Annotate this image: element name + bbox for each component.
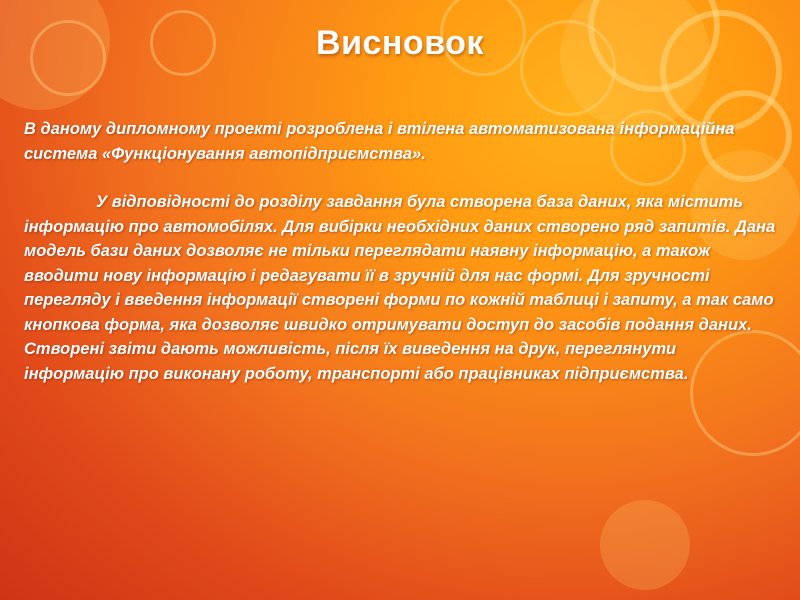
paragraph-gap: [24, 166, 776, 190]
slide-body: [24, 117, 776, 386]
paragraph-main-text: У відповідності до розділу завдання була створена база даних, яка містить інформацію про автомобілях. Для вибірки необхідних даних створено ряд запитів. Дана модель бази даних дозволяє не тільки переглядати наявну інформацію, а також вводити нову інформацію і редагувати її в зручній для нас формі. Для зручності перегляду і введення інформації створені форми по кожній таблиці і запиту, а так само кнопкова форма, яка дозволяє швидко отримувати доступ до засобів подання даних. Створені звіти дають можливість, після їх виведення на друк, переглянути інформацію про виконану роботу, транспорті або працівниках підприємства.: [24, 193, 776, 383]
slide-title: Висновок: [316, 24, 484, 62]
paragraph-main: [24, 190, 776, 386]
decor-disc: [560, 0, 710, 130]
paragraph-intro: В даному дипломному проекті розроблена і втілена автоматизована інформаційна система «Функціонування автопідприємства».: [24, 120, 735, 163]
decor-disc: [600, 500, 690, 590]
